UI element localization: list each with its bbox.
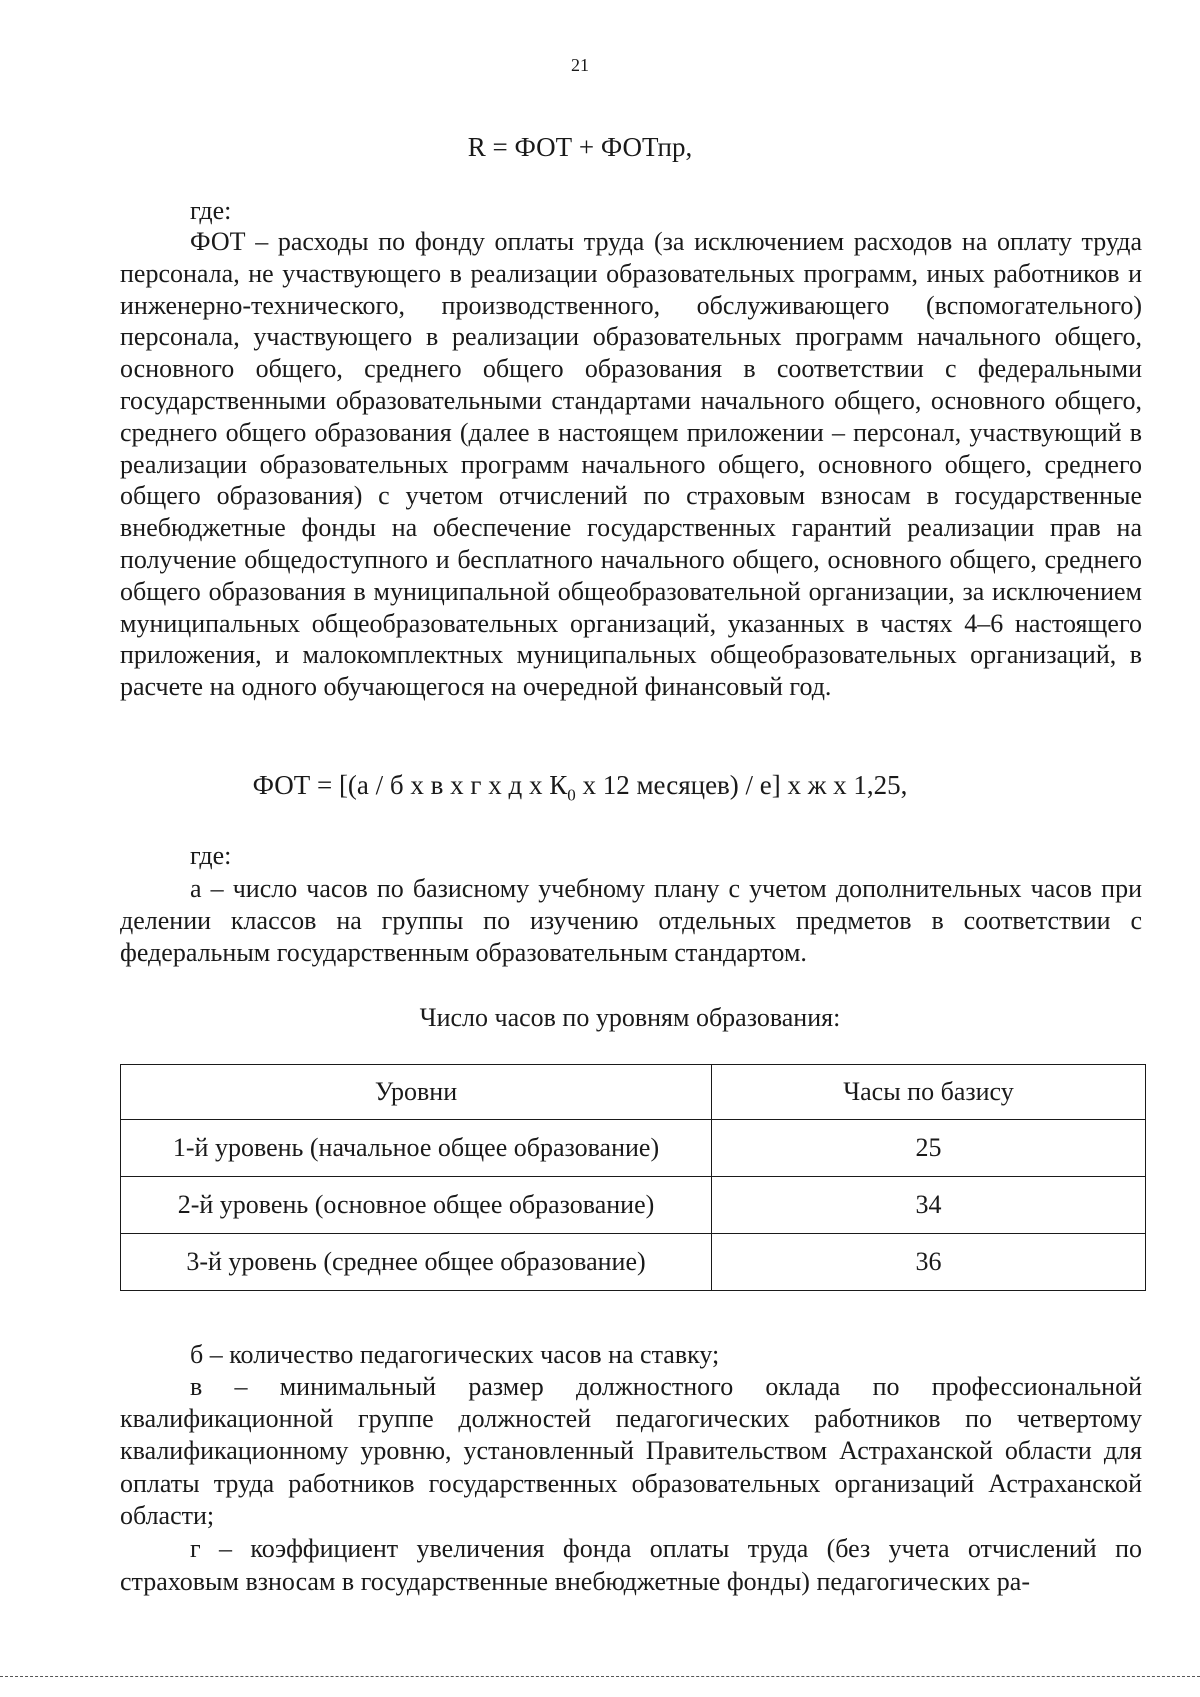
table-header-cell: Часы по базису: [712, 1065, 1146, 1120]
table-cell-level: 2-й уровень (основное общее образование): [121, 1177, 712, 1234]
table-cell-hours: 25: [712, 1120, 1146, 1177]
paragraph-b-definition: б – количество педагогических часов на ставку;: [190, 1340, 720, 1369]
formula-fot: [0, 770, 1160, 805]
paragraph-a-definition: а – число часов по базисному учебному плану с учетом дополнительных часов при делении классов на группы по изучению отдельных предметов в соответствии с федеральным государственным образовательным стандартом.: [120, 874, 1142, 967]
table-row: [121, 1120, 1146, 1177]
paragraph-fot-definition: ФОТ – расходы по фонду оплаты труда (за исключением расходов на оплату труда персонала, не участвующего в реализации образовательных программ, иных работников и инженерно-технического, производственного, обслуживающего (вспомогательного) персонала, участвующего в реализации образовательных программ начального общего, основного общего, среднего общего образования в соответствии с федеральными государственными образовательными стандартами начального общего, основного общего, среднего общего образования (далее в настоящем приложении – персонал, участвующий в реализации образовательных программ начального общего, основного общего, среднего общего образования) с учетом отчислений по страховым взносам в государственные внебюджетные фонды на обеспечение государственных гарантий реализации прав на получение общедоступного и бесплатного начального общего, основного общего, среднего общего образования в муниципальной общеобразовательной организации, за исключением муниципальных общеобразовательных организаций, указанных в частях 4–6 настоящего приложения, и малокомплектных муниципальных общеобразовательных организаций, в расчете на одного обучающегося на очередной финансовый год.: [120, 227, 1142, 702]
page-bottom-rule: [0, 1676, 1200, 1677]
where-label: где:: [190, 841, 232, 870]
page-number: 21: [571, 55, 589, 75]
table-cell-hours: 36: [712, 1234, 1146, 1291]
table-header-cell: Уровни: [121, 1065, 712, 1120]
table-row: [121, 1177, 1146, 1234]
table-cell-hours: 34: [712, 1177, 1146, 1234]
table-cell-level: 3-й уровень (среднее общее образование): [121, 1234, 712, 1291]
table-cell-level: 1-й уровень (начальное общее образование): [121, 1120, 712, 1177]
formula-fot-tail: х 12 месяцев) / е] х ж х 1,25,: [575, 770, 908, 800]
where-label: где:: [190, 196, 232, 225]
paragraph-v-definition: в – минимальный размер должностного оклада по профессиональной квалификационной группе должностей педагогических работников по четвертому квалификационному уровню, установленный Правительством Астраханской области для оплаты труда работников государственных образовательных организаций Астраханской области;: [120, 1372, 1142, 1530]
paragraph-g-definition: г – коэффициент увеличения фонда оплаты труда (без учета отчислений по страховым взносам в государственные внебюджетные фонды) педагогических ра-: [120, 1534, 1142, 1596]
hours-table: [120, 1064, 1146, 1291]
formula-fot-subscript: 0: [567, 785, 576, 805]
table-row: [121, 1234, 1146, 1291]
formula-fot-main: ФОТ = [(а / б х в х г х д х К: [252, 770, 568, 800]
table-header-row: [121, 1065, 1146, 1120]
formula-r: R = ФОТ + ФОТпр,: [467, 132, 693, 162]
table-caption: Число часов по уровням образования:: [419, 1003, 841, 1032]
